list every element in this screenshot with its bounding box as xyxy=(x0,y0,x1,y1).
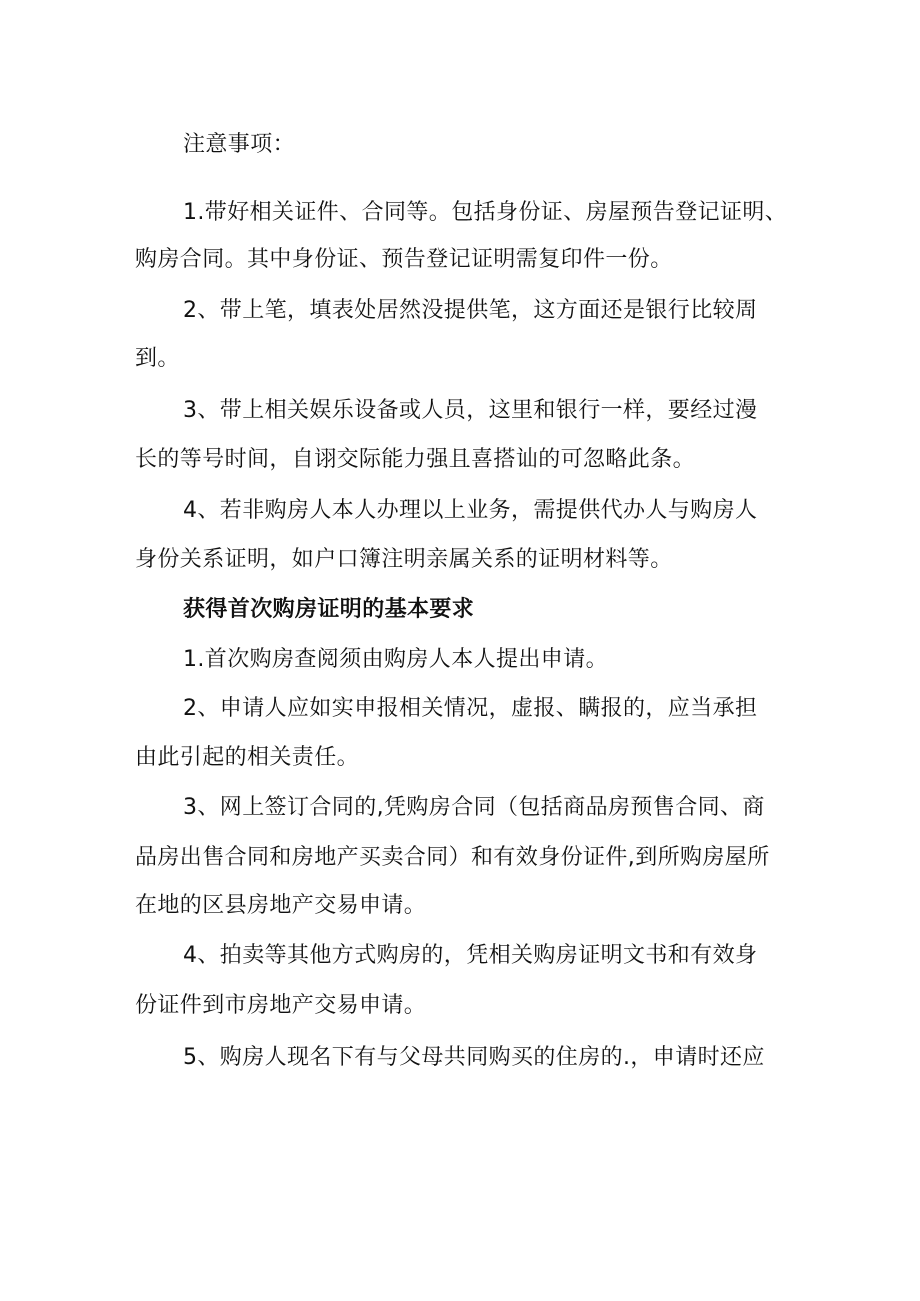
requirements-item-3-line-2: 品房出售合同和房地产买卖合同）和有效身份证件,到所购房屋所 xyxy=(135,845,770,870)
requirements-item-1-line-1: 1.首次购房查阅须由购房人本人提出申请。 xyxy=(183,647,608,672)
notes-item-4-line-2: 身份关系证明，如户口簿注明亲属关系的证明材料等。 xyxy=(135,547,673,572)
notes-item-1-line-2: 购房合同。其中身份证、预告登记证明需复印件一份。 xyxy=(135,247,673,272)
requirements-item-4-line-2: 份证件到市房地产交易申请。 xyxy=(135,993,427,1018)
requirements-item-3-line-1: 3、网上签订合同的,凭购房合同（包括商品房预售合同、商 xyxy=(183,795,765,820)
notes-heading: 注意事项： xyxy=(183,132,296,157)
requirements-item-4-line-1: 4、拍卖等其他方式购房的，凭相关购房证明文书和有效身 xyxy=(183,943,758,968)
requirements-heading: 获得首次购房证明的基本要求 xyxy=(183,597,475,622)
requirements-item-2-line-2: 由此引起的相关责任。 xyxy=(135,745,360,770)
notes-item-3-line-2: 长的等号时间，自诩交际能力强且喜搭讪的可忽略此条。 xyxy=(135,447,696,472)
notes-item-1-line-1: 1.带好相关证件、合同等。包括身份证、房屋预告登记证明、 xyxy=(183,200,788,225)
notes-item-4-line-1: 4、若非购房人本人办理以上业务，需提供代办人与购房人 xyxy=(183,498,758,523)
notes-item-2-line-2: 到。 xyxy=(135,346,180,371)
requirements-item-3-line-3: 在地的区县房地产交易申请。 xyxy=(135,893,427,918)
notes-item-2-line-1: 2、带上笔，填表处居然没提供笔，这方面还是银行比较周 xyxy=(183,298,758,323)
requirements-item-2-line-1: 2、申请人应如实申报相关情况，虚报、瞒报的，应当承担 xyxy=(183,696,758,721)
requirements-item-5-line-1: 5、购房人现名下有与父母共同购买的住房的.，申请时还应 xyxy=(183,1045,765,1070)
notes-item-3-line-1: 3、带上相关娱乐设备或人员，这里和银行一样，要经过漫 xyxy=(183,398,758,423)
